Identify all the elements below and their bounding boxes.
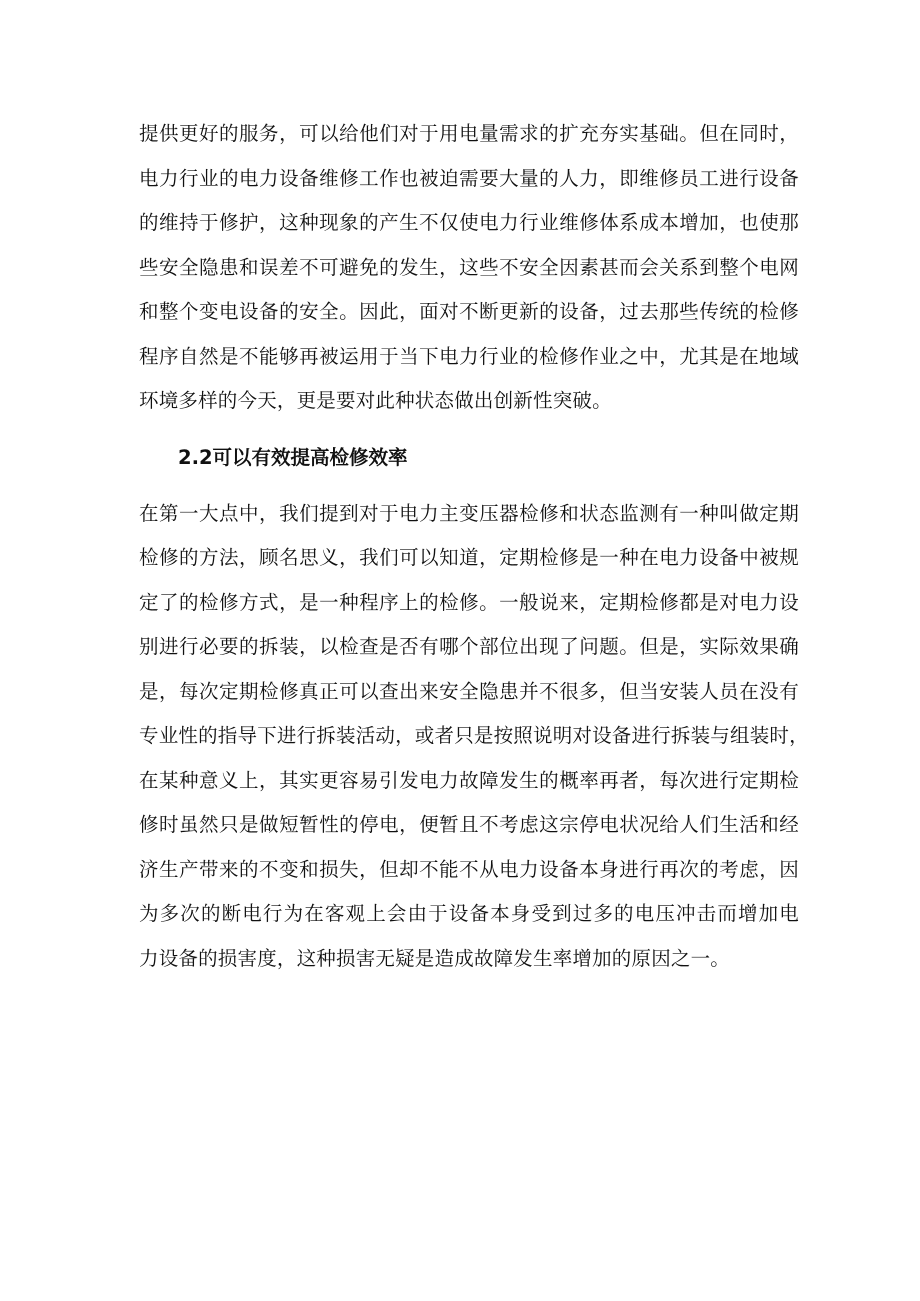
paragraph-2 xyxy=(139,492,809,982)
paragraph-2-line: 力设备的损害度，这种损害无疑是造成故障发生率增加的原因之一。 xyxy=(139,946,731,970)
paragraph-1-line: 些安全隐患和误差不可避免的发生，这些不安全因素甚而会关系到整个电网 xyxy=(139,255,799,279)
paragraph-1-line: 的维持于修护，这种现象的产生不仅使电力行业维修体系成本增加，也使那 xyxy=(139,211,799,234)
paragraph-2-line: 定了的检修方式，是一种程序上的检修。一般说来，定期检修都是对电力设 xyxy=(139,590,799,614)
paragraph-1 xyxy=(139,112,799,424)
section-heading: 2.2可以有效提高检修效率 xyxy=(178,445,408,469)
paragraph-2-line: 在某种意义上，其实更容易引发电力故障发生的概率再者，每次进行定期检 xyxy=(139,768,799,792)
paragraph-2-line: 是，每次定期检修真正可以查出来安全隐患并不很多，但当安装人员在没有 xyxy=(139,679,799,703)
paragraph-2-line: 在第一大点中，我们提到对于电力主变压器检修和状态监测有一种叫做定期 xyxy=(139,501,799,525)
paragraph-1-line: 程序自然是不能够再被运用于当下电力行业的检修作业之中，尤其是在地域 xyxy=(139,344,799,368)
document-body xyxy=(139,112,809,981)
paragraph-1-line: 和整个变电设备的安全。因此，面对不断更新的设备，过去那些传统的检修 xyxy=(139,300,799,323)
paragraph-2-line: 专业性的指导下进行拆装活动，或者只是按照说明对设备进行拆装与组装时， xyxy=(139,724,809,747)
paragraph-2-line: 济生产带来的不变和损失，但却不能不从电力设备本身进行再次的考虑，因 xyxy=(139,857,799,881)
paragraph-2-line: 修时虽然只是做短暂性的停电，便暂且不考虑这宗停电状况给人们生活和经 xyxy=(139,813,799,836)
paragraph-2-line: 检修的方法，顾名思义，我们可以知道，定期检修是一种在电力设备中被规 xyxy=(139,546,799,569)
paragraph-2-line: 别进行必要的拆装，以检查是否有哪个部位出现了问题。但是，实际效果确 xyxy=(139,635,799,658)
paragraph-2-line: 为多次的断电行为在客观上会由于设备本身受到过多的电压冲击而增加电 xyxy=(139,902,799,925)
paragraph-1-line: 提供更好的服务，可以给他们对于用电量需求的扩充夯实基础。但在同时， xyxy=(139,122,799,145)
paragraph-1-line: 电力行业的电力设备维修工作也被迫需要大量的人力，即维修员工进行设备 xyxy=(139,166,799,190)
paragraph-1-line: 环境多样的今天，更是要对此种状态做出创新性突破。 xyxy=(139,389,612,412)
